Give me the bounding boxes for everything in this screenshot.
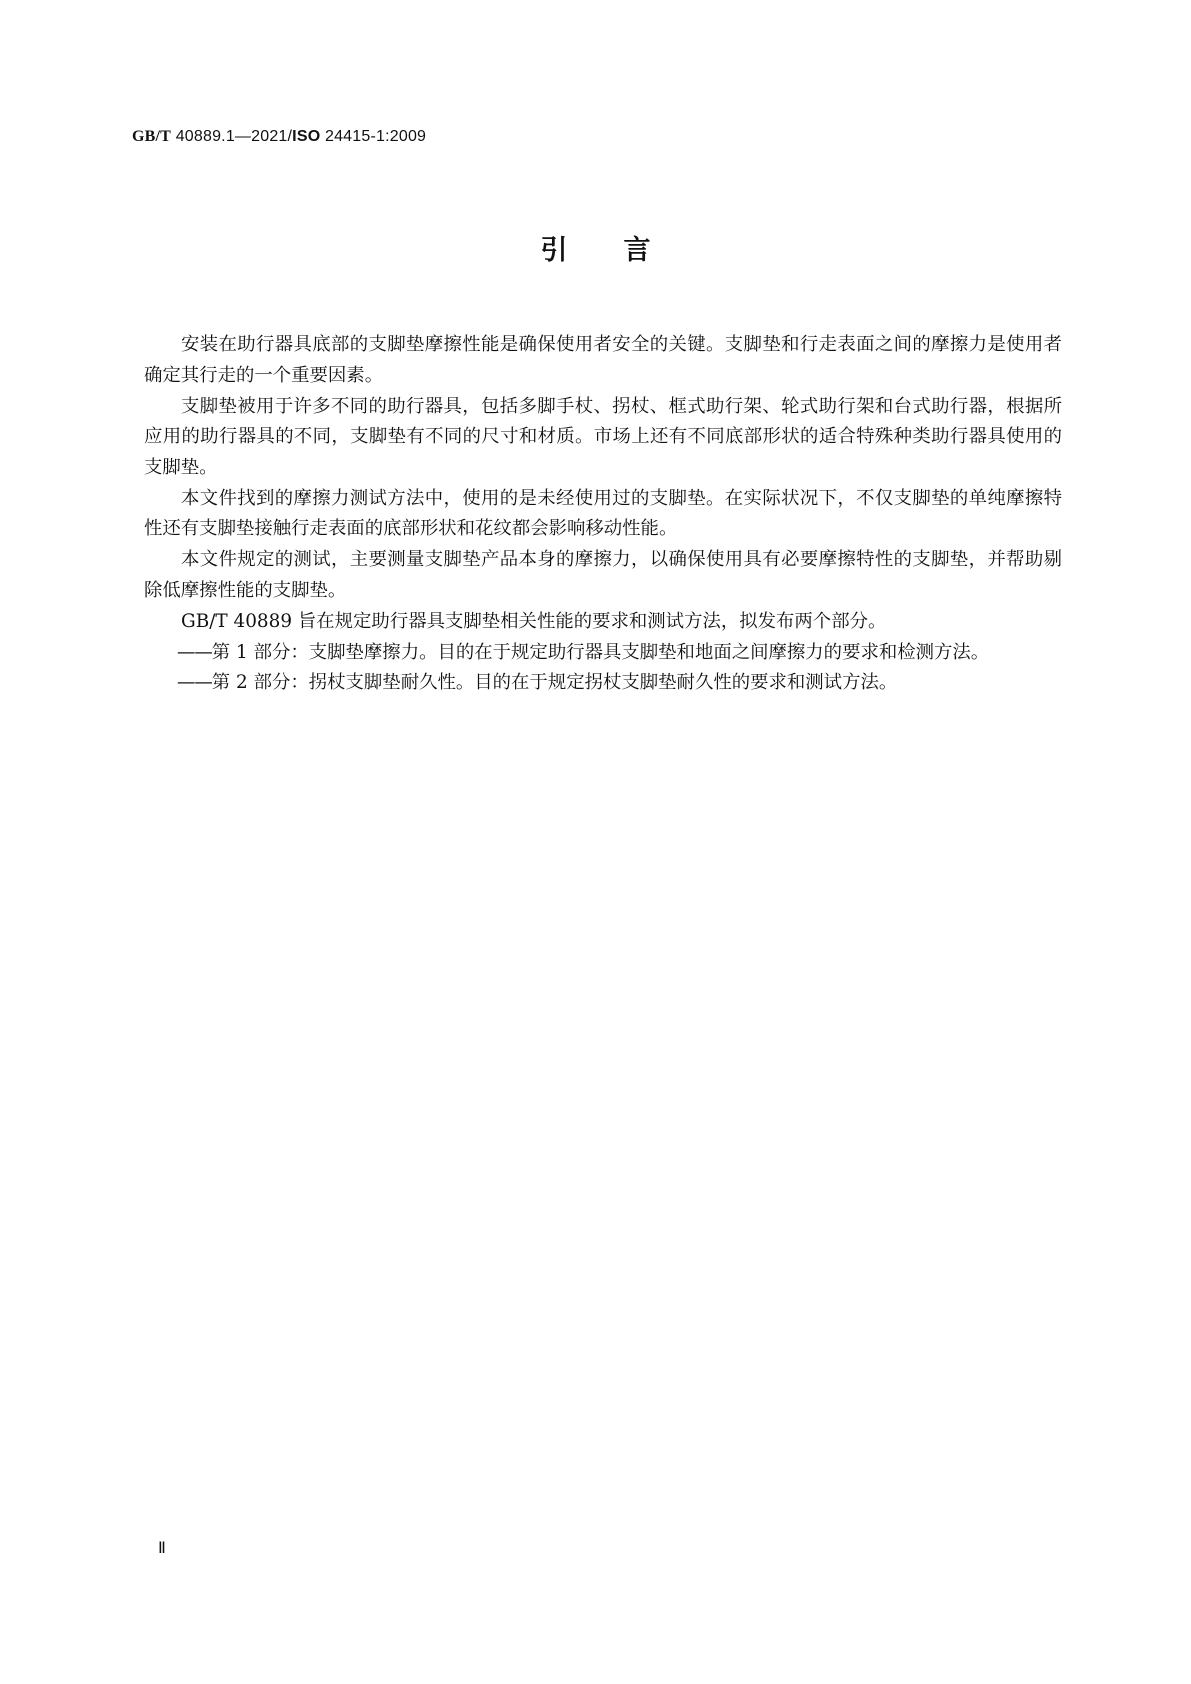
paragraph: GB/T 40889 旨在规定助行器具支脚垫相关性能的要求和测试方法，拟发布两个部分。 bbox=[181, 610, 887, 632]
paragraph: 本文件找到的摩擦力测试方法中，使用的是未经使用过的支脚垫。在实际状况下，不仅支脚垫的单纯摩擦特性还有支脚垫接触行走表面的底部形状和花纹都会影响移动性能。 bbox=[144, 487, 1062, 539]
list-dash: —— bbox=[177, 672, 212, 693]
list-item bbox=[144, 668, 1062, 699]
header-gbt: GB/T bbox=[132, 128, 172, 145]
header-iso: ISO bbox=[292, 128, 321, 145]
paragraph: 支脚垫被用于许多不同的助行器具，包括多脚手杖、拐杖、框式助行架、轮式助行架和台式助行器，根据所应用的助行器具的不同，支脚垫有不同的尺寸和材质。市场上还有不同底部形状的适合特殊种类助行器具使用的支脚垫。 bbox=[144, 395, 1062, 478]
parts-list bbox=[144, 638, 1062, 699]
section-body bbox=[144, 330, 1062, 699]
list-dash: —— bbox=[177, 641, 212, 663]
list-item-text: 第 1 部分：支脚垫摩擦力。目的在于规定助行器具支脚垫和地面之间摩擦力的要求和检测方法。 bbox=[211, 641, 990, 663]
list-item-text: 第 2 部分：拐杖支脚垫耐久性。目的在于规定拐杖支脚垫耐久性的要求和测试方法。 bbox=[211, 672, 898, 693]
page-number: Ⅱ bbox=[158, 1540, 166, 1557]
document-header bbox=[132, 128, 426, 146]
header-standard-number: 40889.1—2021/ bbox=[171, 128, 293, 145]
section-title: 引言 bbox=[540, 235, 707, 266]
paragraph: 安装在助行器具底部的支脚垫摩擦性能是确保使用者安全的关键。支脚垫和行走表面之间的摩擦力是使用者确定其行走的一个重要因素。 bbox=[144, 334, 1062, 386]
paragraph: 本文件规定的测试，主要测量支脚垫产品本身的摩擦力，以确保使用具有必要摩擦特性的支脚垫，并帮助剔除低摩擦性能的支脚垫。 bbox=[144, 549, 1062, 601]
list-item bbox=[144, 638, 1062, 669]
header-iso-number: 24415-1:2009 bbox=[320, 128, 427, 145]
